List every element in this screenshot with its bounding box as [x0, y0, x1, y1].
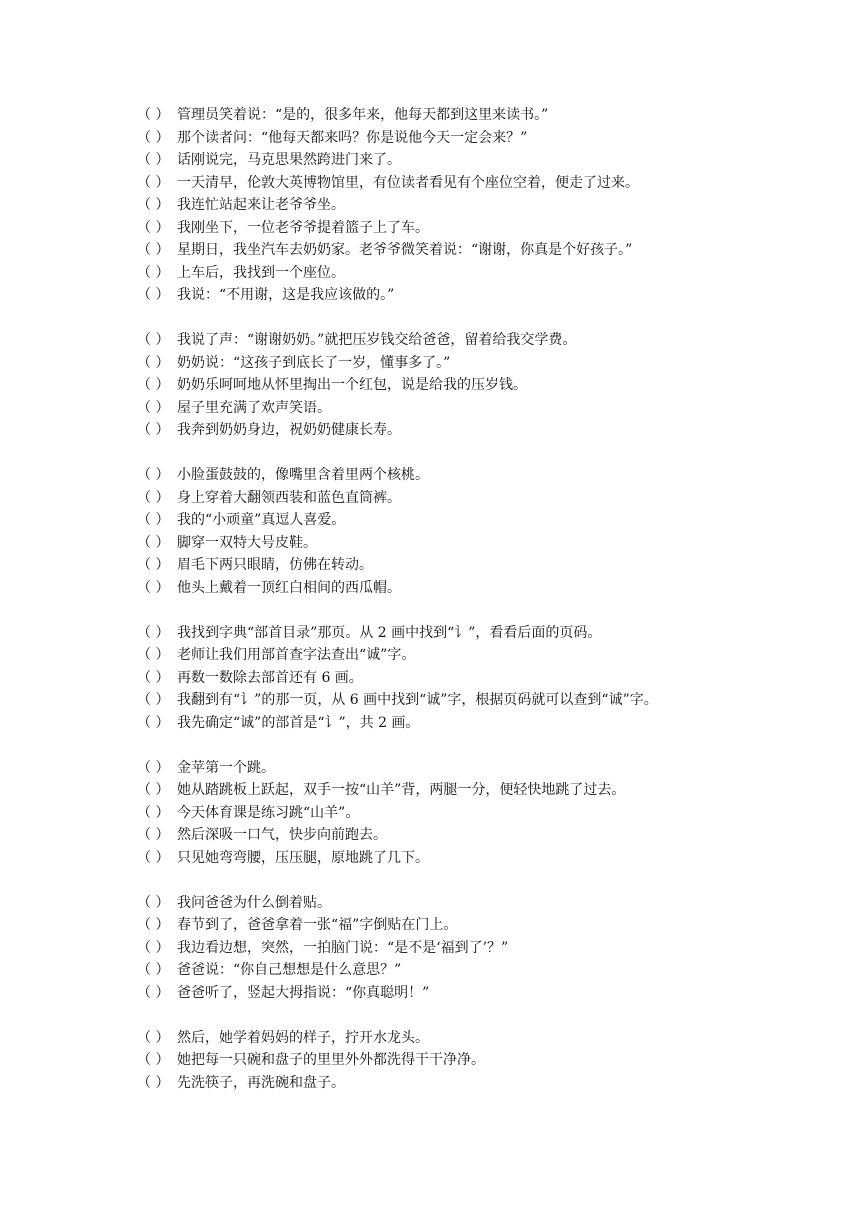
sentence-line	[137, 577, 837, 600]
sentence-group-7	[137, 1027, 837, 1095]
order-answer-blank: （ ）	[137, 939, 170, 956]
sentence-line	[137, 329, 837, 352]
sentence-text: 屋子里充满了欢声笑语。	[177, 399, 331, 416]
order-answer-blank: （ ）	[137, 984, 170, 1001]
sentence-text: 再数一数除去部首还有 6 画。	[177, 669, 363, 686]
sentence-line	[137, 149, 837, 172]
exercise-list	[137, 104, 837, 1117]
sentence-line	[137, 892, 837, 915]
order-answer-blank: （ ）	[137, 399, 170, 416]
sentence-line	[137, 464, 837, 487]
sentence-line	[137, 352, 837, 375]
order-answer-blank: （ ）	[137, 152, 170, 168]
sentence-text: 话刚说完，马克思果然跨进门来了。	[177, 152, 401, 168]
sentence-line	[137, 644, 837, 667]
sentence-text: 奶奶说：“这孩子到底长了一岁，懂事多了。”	[177, 354, 451, 371]
sentence-group-6	[137, 892, 837, 1005]
sentence-text: 管理员笑着说：“是的，很多年来，他每天都到这里来读书。”	[177, 107, 549, 123]
sentence-text: 然后深吸一口气，快步向前跑去。	[177, 827, 387, 843]
sentence-text: 我说了声：“谢谢奶奶。”就把压岁钱交给爸爸，留着给我交学费。	[177, 332, 577, 348]
sentence-text: 爸爸说：“你自己想想是什么意思？”	[177, 962, 402, 978]
sentence-line	[137, 667, 837, 690]
sentence-text: 金苹第一个跳。	[177, 759, 275, 776]
order-answer-blank: （ ）	[137, 174, 170, 191]
order-answer-blank: （ ）	[137, 467, 170, 483]
sentence-text: 他头上戴着一顶红白相间的西瓜帽。	[177, 579, 401, 596]
sentence-line	[137, 554, 837, 577]
order-answer-blank: （ ）	[137, 647, 170, 663]
order-answer-blank: （ ）	[137, 422, 170, 438]
sentence-line	[137, 982, 837, 1005]
order-answer-blank: （ ）	[137, 219, 170, 236]
sentence-line	[137, 847, 837, 870]
sentence-line	[137, 487, 837, 510]
order-answer-blank: （ ）	[137, 714, 170, 731]
sentence-line	[137, 622, 837, 645]
sentence-text: 我说：“不用谢，这是我应该做的。”	[177, 287, 395, 303]
sentence-line	[137, 104, 837, 127]
sentence-text: 先洗筷子，再洗碗和盘子。	[177, 1074, 345, 1091]
sentence-line	[137, 217, 837, 240]
sentence-text: 眉毛下两只眼睛，仿佛在转动。	[177, 557, 373, 573]
sentence-text: 爸爸听了，竖起大拇指说：“你真聪明！”	[177, 984, 430, 1001]
order-answer-blank: （ ）	[137, 354, 170, 371]
sentence-text: 我刚坐下，一位老爷爷提着篮子上了车。	[177, 219, 429, 236]
sentence-line	[137, 802, 837, 825]
order-answer-blank: （ ）	[137, 962, 170, 978]
sentence-text: 奶奶乐呵呵地从怀里掏出一个红包，说是给我的压岁钱。	[177, 377, 527, 393]
sentence-text: 脚穿一双特大号皮鞋。	[177, 534, 317, 551]
sentence-group-3	[137, 464, 837, 599]
sentence-line	[137, 914, 837, 937]
sentence-text: 星期日，我坐汽车去奶奶家。老爷爷微笑着说：“谢谢，你真是个好孩子。”	[177, 242, 633, 258]
sentence-line	[137, 397, 837, 420]
sentence-text: 我找到字典“部首目录”那页。从 2 画中找到“讠”，看看后面的页码。	[177, 624, 602, 641]
sentence-text: 春节到了，爸爸拿着一张“福”字倒贴在门上。	[177, 917, 458, 933]
sentence-group-2	[137, 329, 837, 442]
order-answer-blank: （ ）	[137, 332, 170, 348]
order-answer-blank: （ ）	[137, 804, 170, 821]
sentence-line	[137, 239, 837, 262]
sentence-line	[137, 374, 837, 397]
sentence-line	[137, 757, 837, 780]
order-answer-blank: （ ）	[137, 557, 170, 573]
sentence-text: 我翻到有“讠”的那一页，从 6 画中找到“诚”字，根据页码就可以查到“诚”字。	[177, 692, 658, 708]
sentence-line	[137, 127, 837, 150]
sentence-text: 只见她弯弯腰，压压腿，原地跳了几下。	[177, 849, 429, 866]
sentence-text: 身上穿着大翻领西装和蓝色直筒裤。	[177, 489, 401, 506]
sentence-text: 我边看边想，突然，一拍脑门说：“是不是‘福到了’？”	[177, 939, 509, 956]
sentence-group-1	[137, 104, 837, 307]
order-answer-blank: （ ）	[137, 827, 170, 843]
order-answer-blank: （ ）	[137, 107, 170, 123]
sentence-text: 今天体育课是练习跳“山羊”。	[177, 804, 360, 821]
sentence-line	[137, 1049, 837, 1072]
order-answer-blank: （ ）	[137, 512, 170, 528]
order-answer-blank: （ ）	[137, 242, 170, 258]
order-answer-blank: （ ）	[137, 287, 170, 303]
order-answer-blank: （ ）	[137, 489, 170, 506]
sentence-group-4	[137, 622, 837, 735]
sentence-line	[137, 262, 837, 285]
order-answer-blank: （ ）	[137, 782, 170, 798]
order-answer-blank: （ ）	[137, 894, 170, 911]
order-answer-blank: （ ）	[137, 692, 170, 708]
sentence-text: 她把每一只碗和盘子的里里外外都洗得干干净净。	[177, 1052, 485, 1068]
sentence-group-5	[137, 757, 837, 870]
sentence-text: 上车后，我找到一个座位。	[177, 264, 345, 281]
sentence-line	[137, 712, 837, 735]
order-answer-blank: （ ）	[137, 534, 170, 551]
sentence-text: 老师让我们用部首查字法查出“诚”字。	[177, 647, 416, 663]
order-answer-blank: （ ）	[137, 377, 170, 393]
order-answer-blank: （ ）	[137, 579, 170, 596]
sentence-text: 我连忙站起来让老爷爷坐。	[177, 197, 345, 213]
sentence-line	[137, 194, 837, 217]
sentence-line	[137, 824, 837, 847]
sentence-text: 我问爸爸为什么倒着贴。	[177, 894, 331, 911]
sentence-line	[137, 172, 837, 195]
sentence-text: 她从踏跳板上跃起，双手一按“山羊”背，两腿一分，便轻快地跳了过去。	[177, 782, 626, 798]
sentence-text: 我奔到奶奶身边，祝奶奶健康长寿。	[177, 422, 401, 438]
order-answer-blank: （ ）	[137, 624, 170, 641]
sentence-text: 小脸蛋鼓鼓的，像嘴里含着里两个核桃。	[177, 467, 429, 483]
sentence-line	[137, 689, 837, 712]
sentence-line	[137, 532, 837, 555]
sentence-line	[137, 1072, 837, 1095]
sentence-text: 然后，她学着妈妈的样子，拧开水龙头。	[177, 1029, 429, 1046]
sentence-text: 我的“小顽童”真逗人喜爱。	[177, 512, 346, 528]
order-answer-blank: （ ）	[137, 849, 170, 866]
order-answer-blank: （ ）	[137, 669, 170, 686]
order-answer-blank: （ ）	[137, 197, 170, 213]
sentence-line	[137, 937, 837, 960]
sentence-line	[137, 959, 837, 982]
sentence-line	[137, 284, 837, 307]
order-answer-blank: （ ）	[137, 129, 170, 146]
order-answer-blank: （ ）	[137, 917, 170, 933]
sentence-text: 一天清早，伦敦大英博物馆里，有位读者看见有个座位空着，便走了过来。	[177, 174, 639, 191]
order-answer-blank: （ ）	[137, 759, 170, 776]
sentence-line	[137, 509, 837, 532]
order-answer-blank: （ ）	[137, 1029, 170, 1046]
sentence-line	[137, 1027, 837, 1050]
order-answer-blank: （ ）	[137, 1074, 170, 1091]
sentence-text: 我先确定“诚”的部首是“讠”，共 2 画。	[177, 714, 420, 731]
sentence-line	[137, 419, 837, 442]
sentence-text: 那个读者问：“他每天都来吗？你是说他今天一定会来？”	[177, 129, 528, 146]
order-answer-blank: （ ）	[137, 1052, 170, 1068]
sentence-line	[137, 779, 837, 802]
order-answer-blank: （ ）	[137, 264, 170, 281]
